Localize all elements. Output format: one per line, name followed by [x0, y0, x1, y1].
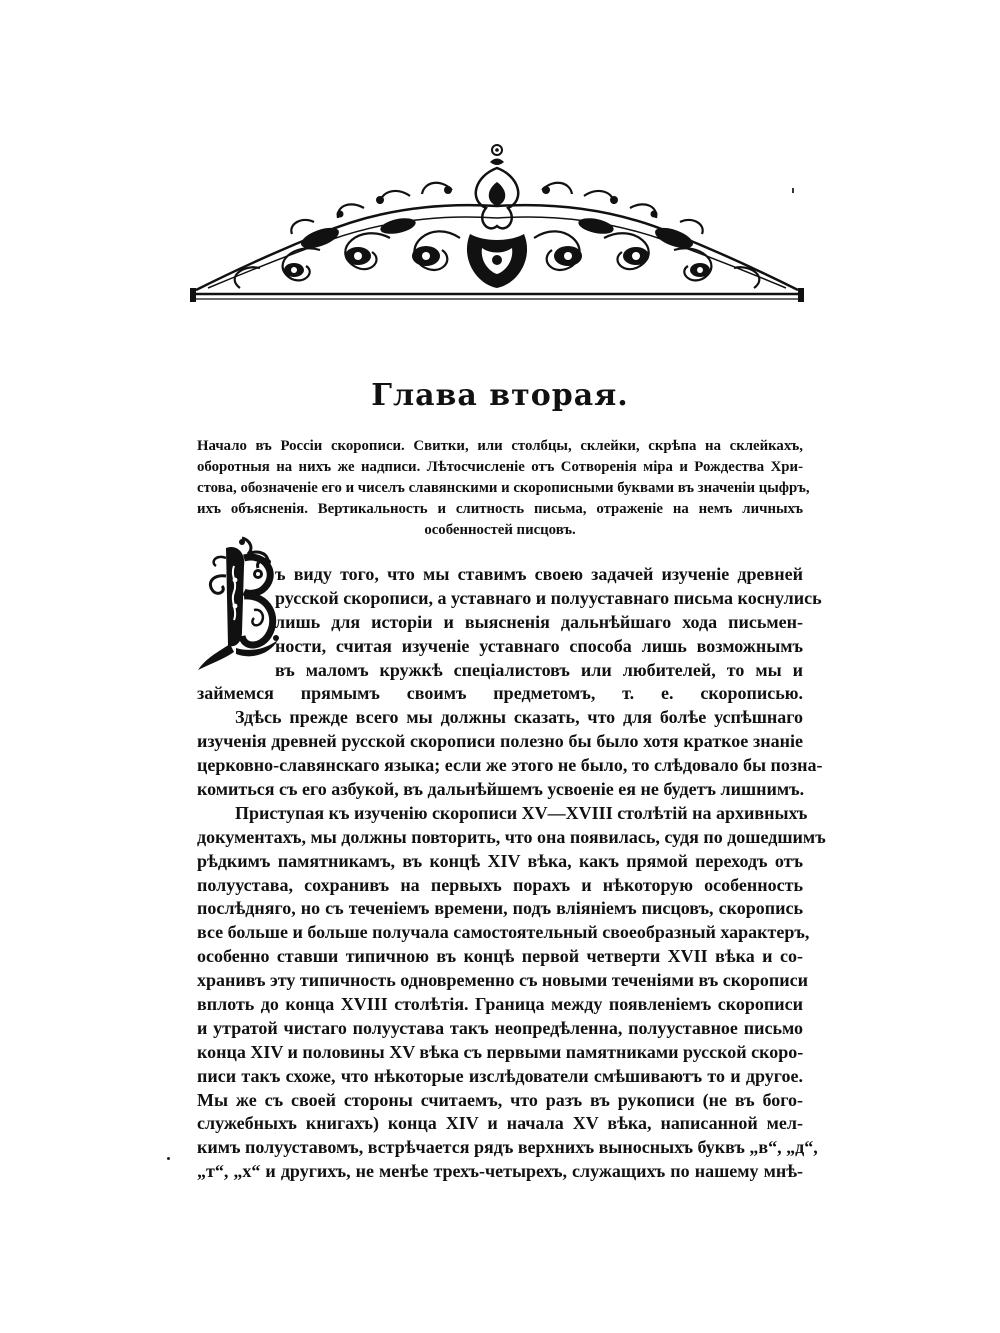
text-line: документахъ, мы должны повторить, что она появилась, судя по дошедшимъ — [197, 826, 826, 847]
text-line: и утратой чистаго полуустава такъ неопредѣленна, полууставное письмо — [197, 1017, 803, 1038]
text-line: полуустава, сохранивъ на первыхъ порахъ и нѣкоторую особенность — [197, 874, 803, 895]
text-line: все больше и больше получала самостоятельный своеобразный характеръ, — [197, 922, 810, 943]
text-line: конца XIV и половины XV вѣка съ первыми памятниками русской скоро- — [197, 1041, 804, 1062]
summary-line: оборотныя на нихъ же надписи. Лѣтосчисленiе отъ Сотворенiя мiра и Рождества Хри- — [197, 459, 803, 475]
text-line: хранивъ эту типичность одновременно съ новыми теченiями въ скорописи — [197, 970, 809, 991]
text-line: Здѣсь прежде всего мы должны сказать, что для болѣе успѣшнаго — [235, 707, 803, 728]
summary-line: ихъ объясненiя. Вертикальность и слитность письма, отраженiе на немъ личныхъ — [197, 501, 803, 517]
text-line: займемся прямымъ своимъ предметомъ, т. е. скорописью. — [197, 683, 803, 704]
summary-line: Начало въ Россiи скорописи. Свитки, или столбцы, склейки, скрѣпа на склейкахъ, — [197, 438, 803, 454]
text-line: церковно-славянскаго языка; если же этого не было, то слѣдовало бы позна- — [197, 755, 823, 776]
text-line: служебныхъ книгахъ) конца XIV и начала XV вѣка, написанной мел- — [197, 1113, 803, 1134]
margin-dot — [167, 1157, 170, 1160]
text-line: послѣдняго, но съ теченiемъ времени, подъ влiянiемъ писцовъ, скоропись — [197, 898, 803, 919]
text-line: писи такъ схоже, что нѣкоторые изслѣдователи смѣшиваютъ то и другое. — [197, 1065, 803, 1086]
text-line: ности, считая изученiе уставнаго способа лишь возможнымъ — [275, 635, 803, 656]
text-line: изученiя древней русской скорописи полезно бы было хотя краткое знанiе — [197, 731, 803, 752]
text-line: Мы же съ своей стороны считаемъ, что разъ въ рукописи (не въ бого- — [197, 1089, 803, 1110]
summary-line: стова, обозначенiе его и чиселъ славянскими и скорописными буквами въ значенiи цыфръ, — [197, 480, 810, 496]
text-line: русской скорописи, а уставнаго и полууставнаго письма коснулись — [275, 587, 822, 608]
text-line: „т“, „х“ и другихъ, не менѣе трехъ-четырехъ, служащихъ по нашему мнѣ- — [197, 1161, 803, 1182]
summary-line: особенностей писцовъ. — [424, 522, 576, 538]
print-speck — [792, 188, 794, 193]
text-line: особенно ставши типичною въ концѣ первой четверти XVII вѣка и со- — [197, 946, 803, 967]
chapter-summary — [197, 436, 810, 541]
text-line: кимъ полууставомъ, встрѣчается рядъ верхнихъ выносныхъ буквъ „в“, „д“, — [197, 1137, 818, 1158]
text-line: Приступая къ изученiю скорописи XV—XVIII столѣтiй на архивныхъ — [235, 802, 808, 823]
text-line: въ маломъ кружкѣ спецiалистовъ или любителей, то мы и — [275, 659, 803, 680]
ornamental-headpiece — [190, 138, 804, 306]
body-text — [197, 563, 826, 1184]
chapter-title: Глава вторая. — [371, 378, 629, 413]
text-line: лишь для исторiи и выясненiя дальнѣйшаго хода письмен- — [275, 611, 803, 632]
text-line: комиться съ его азбукой, въ дальнѣйшемъ усвоенiе ея не будетъ лишнимъ. — [197, 779, 805, 800]
text-line: вплоть до конца XVIII столѣтiя. Граница между появленiемъ скорописи — [197, 994, 803, 1015]
text-line: ъ виду того, что мы ставимъ своею задачей изученiе древней — [275, 564, 803, 584]
text-line: рѣдкимъ памятникамъ, въ концѣ XIV вѣка, какъ прямой переходъ отъ — [197, 850, 803, 871]
